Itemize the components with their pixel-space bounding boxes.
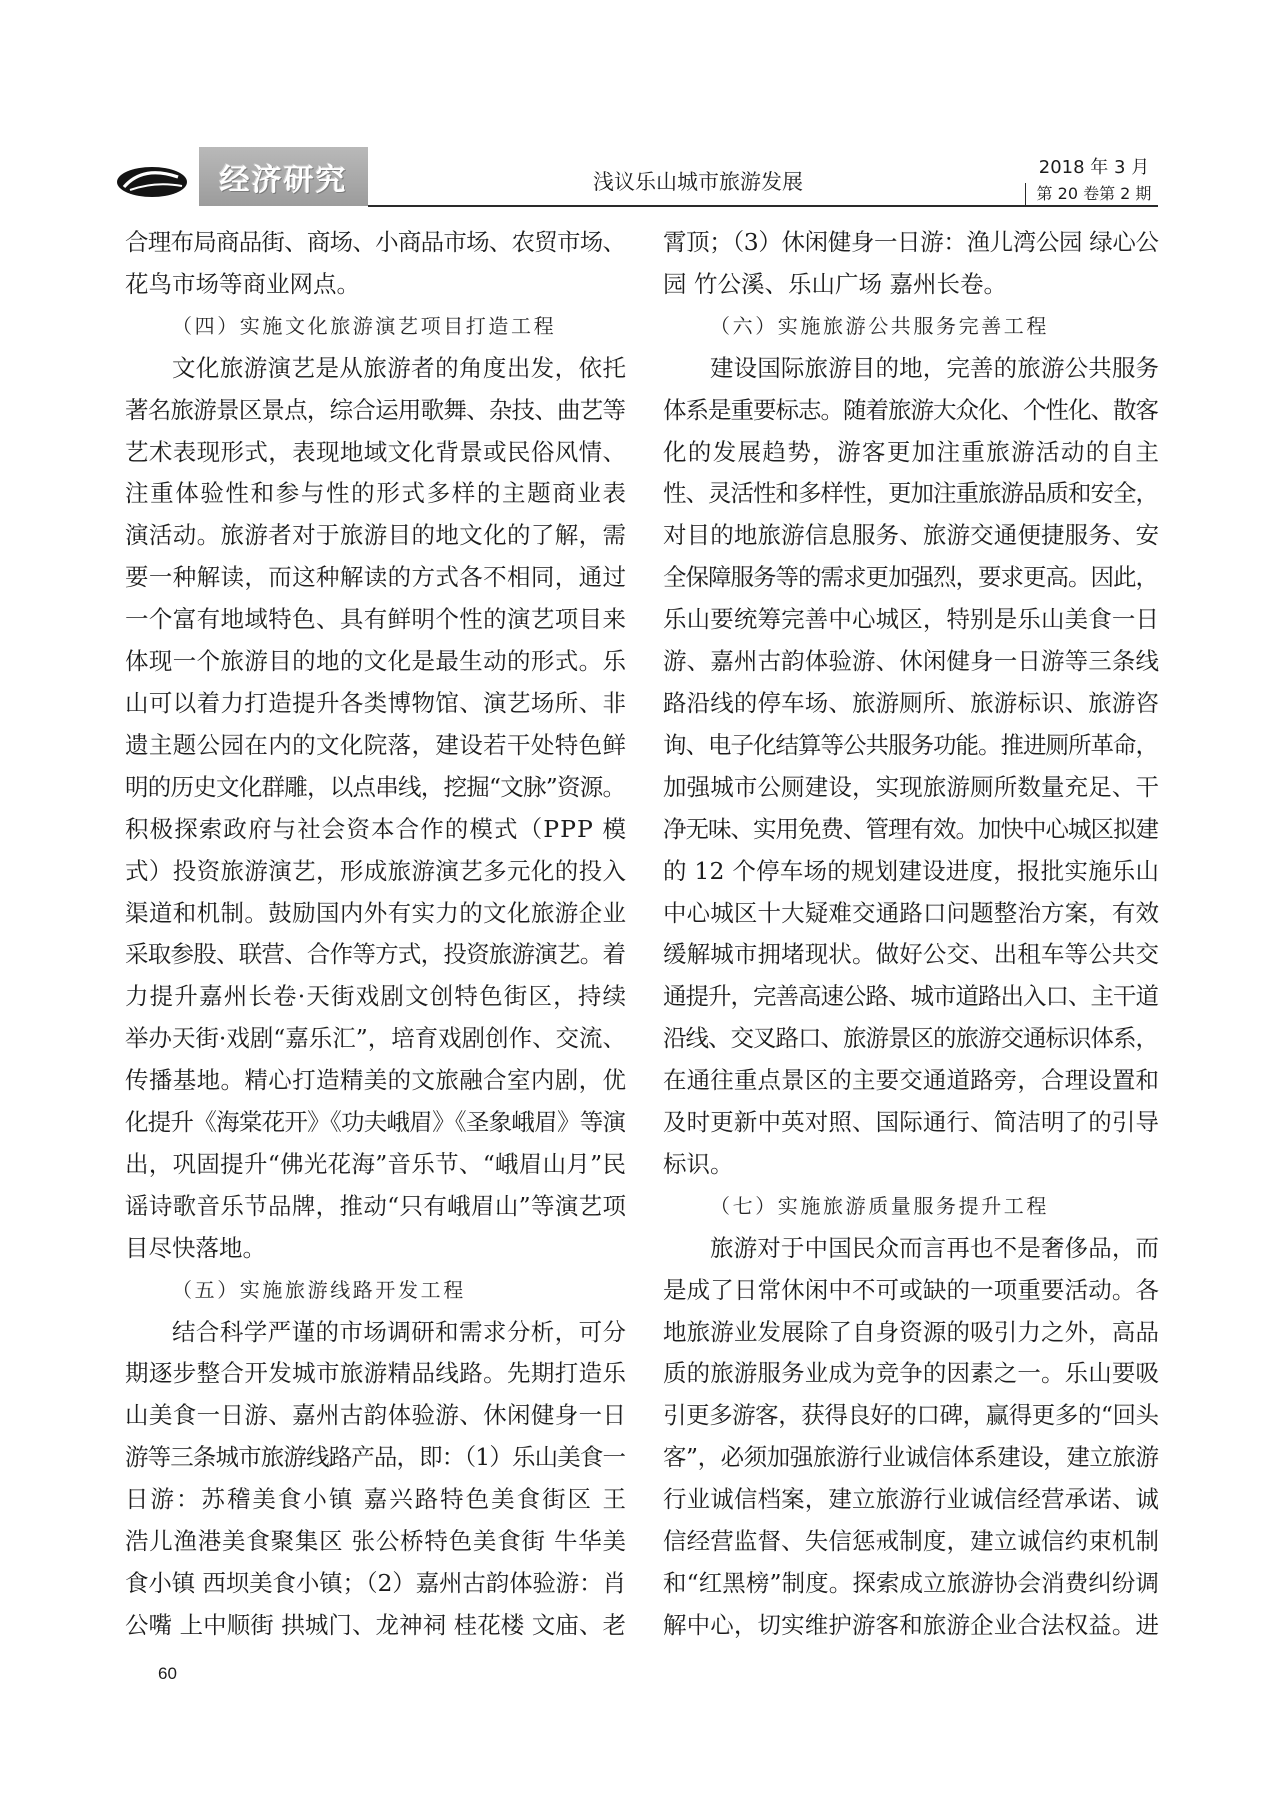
section-label-box <box>199 147 368 206</box>
running-title: 浅议乐山城市旅游发展 <box>593 170 803 194</box>
text-line: 加强城市公厕建设，实现旅游厕所数量充足、干 <box>663 772 1160 801</box>
paragraph <box>663 222 1159 306</box>
text-line: 体现一个旅游目的地的文化是最生动的形式。乐 <box>125 647 627 676</box>
text-line: 对目的地旅游信息服务、旅游交通便捷服务、安 <box>663 521 1160 550</box>
text-line: 缓解城市拥堵现状。做好公交、出租车等公共交 <box>663 940 1160 969</box>
text-line: 游、嘉州古韵体验游、休闲健身一日游等三条线 <box>663 647 1160 676</box>
text-line: 传播基地。精心打造精美的文旅融合室内剧，优 <box>125 1066 627 1095</box>
text-line: 及时更新中英对照、国际通行、简洁明了的引导 <box>663 1108 1160 1137</box>
text-line: 的 12 个停车场的规划建设进度，报批实施乐山 <box>663 856 1160 885</box>
paragraph <box>125 1312 626 1647</box>
text-line: 文化旅游演艺是从旅游者的角度出发，依托 <box>172 353 627 382</box>
text-line: 公嘴 上中顺街 拱城门、龙神祠 桂花楼 文庙、老 <box>125 1610 627 1639</box>
text-line: 演活动。旅游者对于旅游目的地文化的了解，需 <box>125 521 627 550</box>
text-line: 信经营监督、失信惩戒制度，建立诚信约束机制 <box>663 1527 1160 1556</box>
text-line: 标识。 <box>663 1149 734 1178</box>
text-line: 通提升，完善高速公路、城市道路出入口、主干道 <box>663 982 1158 1011</box>
text-line: 全保障服务等的需求更加强烈，要求更高。因此， <box>663 563 1158 592</box>
text-line: 解中心，切实维护游客和旅游企业合法权益。进 <box>663 1610 1160 1639</box>
section-heading: （七）实施旅游质量服务提升工程 <box>710 1193 1049 1218</box>
text-line: 建设国际旅游目的地，完善的旅游公共服务 <box>710 353 1160 382</box>
text-line: 山可以着力打造提升各类博物馆、演艺场所、非 <box>125 688 627 717</box>
text-line: 花鸟市场等商业网点。 <box>125 269 360 298</box>
text-line: 路沿线的停车场、旅游厕所、旅游标识、旅游咨 <box>663 688 1160 717</box>
paragraph <box>663 348 1159 1186</box>
text-line: 在通往重点景区的主要交通道路旁，合理设置和 <box>663 1066 1160 1095</box>
paragraph <box>663 1228 1159 1647</box>
text-line: 渠道和机制。鼓励国内外有实力的文化旅游企业 <box>125 898 627 927</box>
text-line: 积极探索政府与社会资本合作的模式（PPP 模 <box>125 814 628 843</box>
journal-logo-icon <box>115 162 189 200</box>
text-line: 净无味、实用免费、管理有效。加快中心城区拟建 <box>663 814 1158 843</box>
text-line: 明的历史文化群雕，以点串线，挖掘“文脉”资源。 <box>125 772 626 801</box>
header-separator <box>1025 183 1026 205</box>
text-line: 行业诚信档案，建立旅游行业诚信经营承诺、诚 <box>663 1485 1160 1514</box>
text-line: 霄顶；（3）休闲健身一日游：渔儿湾公园 绿心公 <box>663 228 1159 256</box>
text-line: 式）投资旅游演艺，形成旅游演艺多元化的投入 <box>125 856 627 885</box>
text-line: 日游：苏稽美食小镇 嘉兴路特色美食街区 王 <box>125 1485 628 1514</box>
right-column <box>663 222 1159 1647</box>
volume-issue: 第 20 卷第 2 期 <box>1036 184 1152 203</box>
section-heading: （四）实施文化旅游演艺项目打造工程 <box>172 313 557 338</box>
section-label: 经济研究 <box>219 162 348 198</box>
text-line: 质的旅游服务业成为竞争的因素之一。乐山要吸 <box>663 1359 1160 1388</box>
text-line: 是成了日常休闲中不可或缺的一项重要活动。各 <box>663 1275 1160 1304</box>
text-line: 园 竹公溪、乐山广场 嘉州长卷。 <box>663 269 1007 298</box>
text-line: 著名旅游景区景点，综合运用歌舞、杂技、曲艺等 <box>125 395 626 424</box>
text-line: 力提升嘉州长卷·天街戏剧文创特色街区，持续 <box>125 982 628 1011</box>
section-heading: （五）实施旅游线路开发工程 <box>172 1277 466 1302</box>
text-line: 一个富有地域特色、具有鲜明个性的演艺项目来 <box>125 605 627 634</box>
section-heading: （六）实施旅游公共服务完善工程 <box>710 313 1049 338</box>
text-line: 游等三条城市旅游线路产品，即：（1）乐山美食一 <box>125 1443 626 1472</box>
text-line: 化提升《海棠花开》《功夫峨眉》《圣象峨眉》等演 <box>125 1108 626 1137</box>
text-line: 食小镇 西坝美食小镇；（2）嘉州古韵体验游：肖 <box>125 1569 626 1597</box>
paragraph <box>125 348 626 1270</box>
text-line: 结合科学严谨的市场调研和需求分析，可分 <box>172 1317 627 1346</box>
text-line: 客”，必须加强旅游行业诚信体系建设，建立旅游 <box>663 1443 1159 1472</box>
text-line: 山美食一日游、嘉州古韵体验游、休闲健身一日 <box>125 1401 627 1430</box>
text-line: 要一种解读，而这种解读的方式各不相同，通过 <box>125 563 627 592</box>
text-line: 艺术表现形式，表现地域文化背景或民俗风情、 <box>125 437 627 466</box>
text-line: 旅游对于中国民众而言再也不是奢侈品，而 <box>710 1233 1160 1262</box>
text-line: 询、电子化结算等公共服务功能。推进厕所革命， <box>663 730 1158 759</box>
text-line: 谣诗歌音乐节品牌，推动“只有峨眉山”等演艺项 <box>125 1191 627 1220</box>
text-line: 注重体验性和参与性的形式多样的主题商业表 <box>125 479 628 508</box>
text-line: 引更多游客，获得良好的口碑，赢得更多的“回头 <box>663 1401 1159 1430</box>
text-line: 地旅游业发展除了自身资源的吸引力之外，高品 <box>663 1317 1160 1346</box>
text-line: 遗主题公园在内的文化院落，建设若干处特色鲜 <box>125 730 627 759</box>
text-line: 出，巩固提升“佛光花海”音乐节、“峨眉山月”民 <box>125 1149 627 1178</box>
text-line: 中心城区十大疑难交通路口问题整治方案，有效 <box>663 898 1160 927</box>
text-line: 合理布局商品街、商场、小商品市场、农贸市场、 <box>125 228 626 256</box>
page-number: 60 <box>158 1664 177 1683</box>
text-line: 采取参股、联营、合作等方式，投资旅游演艺。着 <box>125 940 626 969</box>
text-line: 化的发展趋势，游客更加注重旅游活动的自主 <box>663 437 1161 466</box>
header-rule <box>368 205 1158 207</box>
paragraph <box>125 222 626 306</box>
text-line: 浩儿渔港美食聚集区 张公桥特色美食街 牛华美 <box>125 1527 627 1556</box>
text-line: 沿线、交叉路口、旅游景区的旅游交通标识体系， <box>663 1024 1158 1053</box>
text-line: 目尽快落地。 <box>125 1233 266 1262</box>
text-line: 和“红黑榜”制度。探索成立旅游协会消费纠纷调 <box>663 1569 1160 1597</box>
text-line: 期逐步整合开发城市旅游精品线路。先期打造乐 <box>125 1359 627 1388</box>
text-line: 性、灵活性和多样性，更加注重旅游品质和安全， <box>663 479 1158 508</box>
issue-date: 2018 年 3 月 <box>1038 157 1150 178</box>
text-line: 举办天街·戏剧“嘉乐汇”，培育戏剧创作、交流、 <box>125 1024 626 1053</box>
text-line: 体系是重要标志。随着旅游大众化、个性化、散客 <box>663 395 1158 424</box>
text-line: 乐山要统筹完善中心城区，特别是乐山美食一日 <box>663 605 1160 634</box>
left-column <box>125 222 626 1647</box>
